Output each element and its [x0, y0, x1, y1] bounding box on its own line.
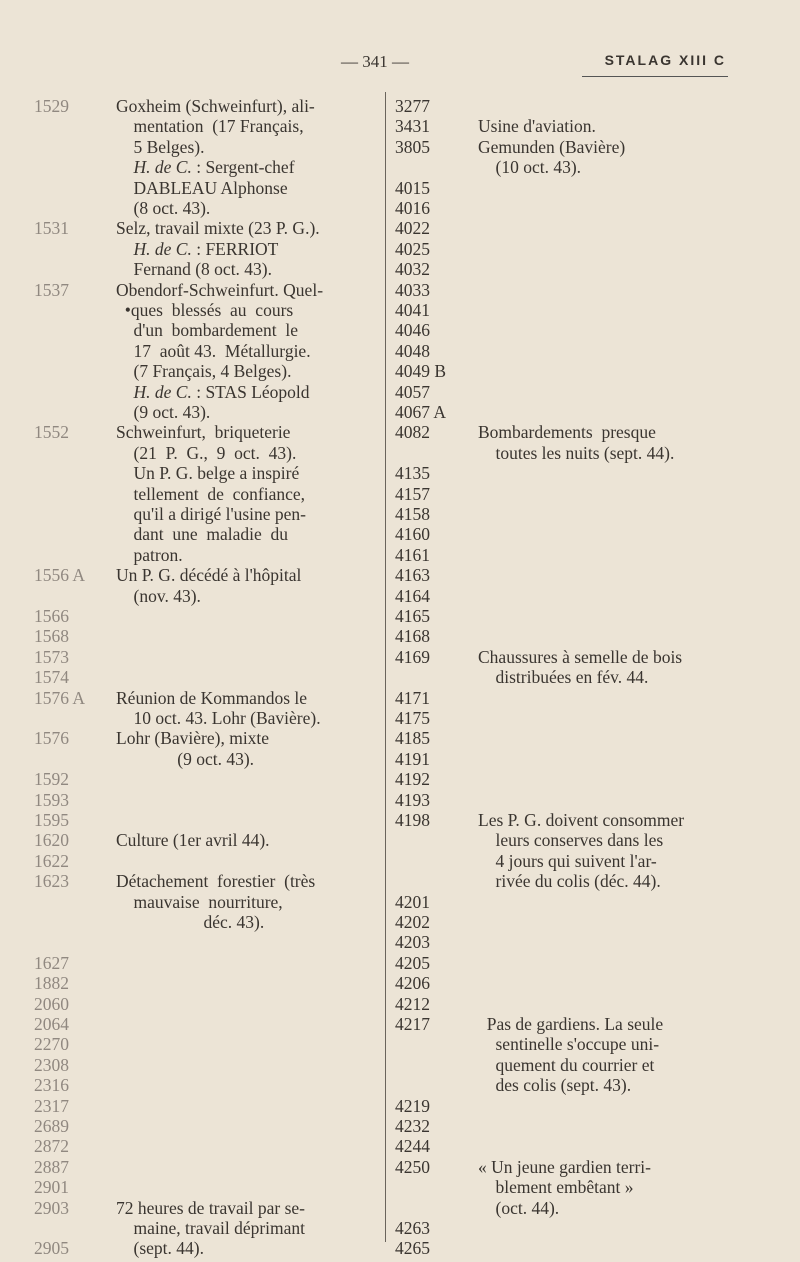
left-register-number: 1595 [34, 810, 69, 830]
right-entry-line: 4 jours qui suivent l'ar- [478, 850, 657, 871]
left-entry-line: (9 oct. 43). [116, 402, 211, 422]
left-entry-line: 17 août 43. Métallurgie. [116, 340, 311, 361]
left-register-number: 1537 [34, 279, 69, 300]
left-register-number: 1574 [34, 667, 69, 688]
right-register-number: 4192 [395, 769, 430, 790]
running-head: STALAG XIII C [604, 52, 726, 68]
left-entry-line: tellement de confiance, [116, 483, 306, 504]
left-entry-line: H. de C. : Sergent-chef [133, 157, 295, 178]
right-register-number: 4158 [395, 504, 430, 524]
left-entry-line: dant une maladie du [116, 524, 289, 545]
right-register-number: 4244 [395, 1136, 430, 1157]
left-entry-line: mauvaise nourriture, [116, 891, 283, 912]
right-entry-line: blement embêtant » [478, 1177, 634, 1198]
right-register-number: 4232 [395, 1116, 430, 1136]
right-register-number: 4157 [395, 483, 430, 504]
left-entry-line: mentation (17 Français, [116, 116, 304, 137]
left-register-number: 1566 [34, 606, 69, 626]
left-register-number: 2317 [34, 1095, 69, 1116]
left-entry-line: (21 P. G., 9 oct. 43). [116, 442, 297, 463]
right-register-number: 4203 [395, 932, 430, 953]
left-register-number: 1568 [34, 626, 69, 647]
right-register-number: 4041 [395, 300, 430, 320]
right-register-number: 4082 [395, 422, 430, 443]
right-entry-line: des colis (sept. 43). [478, 1075, 632, 1096]
left-entry-line: (nov. 43). [116, 585, 201, 606]
right-entry-line: toutes les nuits (sept. 44). [478, 442, 675, 463]
right-register-number: 4046 [395, 320, 430, 341]
left-entry-line: Un P. G. décédé à l'hôpital [116, 565, 302, 586]
left-entry-line: déc. 43). [116, 912, 265, 932]
right-register-number: 4175 [395, 708, 430, 728]
right-register-number: 4198 [395, 810, 430, 830]
right-register-number: 4025 [395, 238, 430, 259]
right-register-number: 4206 [395, 973, 430, 994]
right-entry-line: distribuées en fév. 44. [478, 667, 649, 688]
left-entry-line: 10 oct. 43. Lohr (Bavière). [116, 708, 321, 728]
left-entry-line: Culture (1er avril 44). [116, 830, 270, 851]
right-register-number: 4202 [395, 912, 430, 932]
left-register-number: 1622 [34, 850, 69, 871]
right-register-number: 4048 [395, 340, 430, 361]
right-entry-line: (10 oct. 43). [478, 157, 582, 178]
left-register-number: 2872 [34, 1136, 69, 1157]
left-register-number: 1556 A [34, 565, 86, 586]
header-rule [582, 76, 728, 77]
left-entry-line: d'un bombardement le [116, 320, 298, 341]
left-register-number: 2905 [34, 1238, 69, 1259]
right-entry-line: leurs conserves dans les [478, 830, 664, 851]
right-register-number: 4171 [395, 687, 430, 708]
right-entry-line: Les P. G. doivent consommer [478, 810, 685, 830]
left-register-number: 1576 A [34, 687, 86, 708]
left-register-number: 1882 [34, 973, 69, 994]
left-entry-line: Lohr (Bavière), mixte [116, 728, 270, 749]
left-register-number: 2903 [34, 1197, 69, 1218]
left-entry-line: (8 oct. 43). [116, 198, 211, 218]
right-register-number: 4161 [395, 544, 430, 565]
left-register-number: 2064 [34, 1014, 69, 1034]
right-register-number: 4185 [395, 728, 430, 749]
right-register-number: 4250 [395, 1156, 430, 1177]
right-register-number: 4033 [395, 279, 430, 300]
left-register-number: 1576 [34, 728, 69, 749]
right-register-number: 4165 [395, 606, 430, 626]
left-entry-line: (9 oct. 43). [116, 748, 255, 769]
column-divider [385, 92, 386, 1242]
right-register-number: 4067 A [395, 402, 447, 422]
left-register-number: 1531 [34, 218, 69, 239]
left-entry-line: H. de C. : FERRIOT [133, 238, 279, 259]
right-entry-line: (oct. 44). [478, 1197, 560, 1218]
left-entry-line: •ques blessés au cours [116, 300, 294, 320]
right-entry-line: quement du courrier et [478, 1054, 655, 1075]
left-entry-line: maine, travail déprimant [116, 1218, 306, 1238]
left-entry-line: DABLEAU Alphonse [116, 177, 288, 198]
right-register-number: 4217 [395, 1014, 430, 1034]
right-register-number: 3805 [395, 136, 430, 157]
left-entry-line: (7 Français, 4 Belges). [116, 361, 292, 382]
right-register-number: 4205 [395, 952, 430, 973]
right-entry-line: Usine d'aviation. [478, 116, 596, 137]
right-entry-line: Gemunden (Bavière) [478, 136, 626, 157]
right-register-number: 4169 [395, 646, 430, 667]
right-entry-line: « Un jeune gardien terri- [478, 1156, 651, 1177]
left-entry-line: Fernand (8 oct. 43). [116, 259, 273, 280]
right-register-number: 4164 [395, 585, 430, 606]
left-entry-line: Obendorf-Schweinfurt. Quel- [116, 279, 324, 300]
page-number: — 341 — [341, 52, 409, 71]
left-register-number: 1593 [34, 789, 69, 810]
right-register-number: 4049 B [395, 361, 447, 382]
right-register-number: 4032 [395, 259, 430, 280]
left-register-number: 1620 [34, 830, 69, 851]
right-register-number: 4015 [395, 177, 430, 198]
left-entry-line: H. de C. : STAS Léopold [133, 381, 310, 402]
left-register-number: 2316 [34, 1075, 69, 1096]
left-entry-line: 72 heures de travail par se- [116, 1197, 306, 1218]
left-register-number: 1529 [34, 96, 69, 116]
right-register-number: 4219 [395, 1095, 430, 1116]
left-entry-line: (sept. 44). [116, 1238, 204, 1259]
right-register-number: 3431 [395, 116, 430, 137]
right-entry-line: Bombardements presque [478, 422, 656, 443]
right-register-number: 4022 [395, 218, 430, 239]
left-register-number: 2901 [34, 1177, 69, 1198]
left-register-number: 2060 [34, 993, 69, 1014]
right-register-number: 4163 [395, 565, 430, 586]
right-register-number: 4168 [395, 626, 430, 647]
left-register-number: 2270 [34, 1034, 69, 1055]
right-register-number: 4193 [395, 789, 430, 810]
left-register-number: 2887 [34, 1156, 69, 1177]
right-register-number: 4201 [395, 891, 430, 912]
right-entry-line: Pas de gardiens. La seule [478, 1014, 664, 1034]
left-entry-line: Goxheim (Schweinfurt), ali- [116, 96, 315, 116]
left-register-number: 1623 [34, 871, 69, 892]
right-register-number: 4160 [395, 524, 430, 545]
left-register-number: 1627 [34, 952, 69, 973]
right-entry-line: sentinelle s'occupe uni- [478, 1034, 660, 1055]
right-entry-line: Chaussures à semelle de bois [478, 646, 683, 667]
left-entry-line: Réunion de Kommandos le [116, 687, 308, 708]
left-entry-line: patron. [116, 544, 183, 565]
right-register-number: 4265 [395, 1238, 430, 1259]
right-register-number: 4016 [395, 198, 430, 218]
right-register-number: 4212 [395, 993, 430, 1014]
left-entry-line: 5 Belges). [116, 136, 205, 157]
right-register-number: 4263 [395, 1218, 430, 1238]
left-entry-line: Un P. G. belge a inspiré [116, 463, 300, 484]
left-entry-line: Schweinfurt, briqueterie [116, 422, 291, 443]
left-register-number: 2308 [34, 1054, 69, 1075]
left-entry-line: Selz, travail mixte (23 P. G.). [116, 218, 320, 239]
right-register-number: 4057 [395, 381, 430, 402]
left-register-number: 1552 [34, 422, 69, 443]
left-register-number: 1592 [34, 769, 69, 790]
right-register-number: 4135 [395, 463, 430, 484]
right-register-number: 4191 [395, 748, 430, 769]
left-entry-line: qu'il a dirigé l'usine pen- [116, 504, 307, 524]
right-register-number: 3277 [395, 96, 430, 116]
right-entry-line: rivée du colis (déc. 44). [478, 871, 661, 892]
left-register-number: 1573 [34, 646, 69, 667]
left-entry-line: Détachement forestier (très [116, 871, 316, 892]
left-register-number: 2689 [34, 1116, 69, 1136]
